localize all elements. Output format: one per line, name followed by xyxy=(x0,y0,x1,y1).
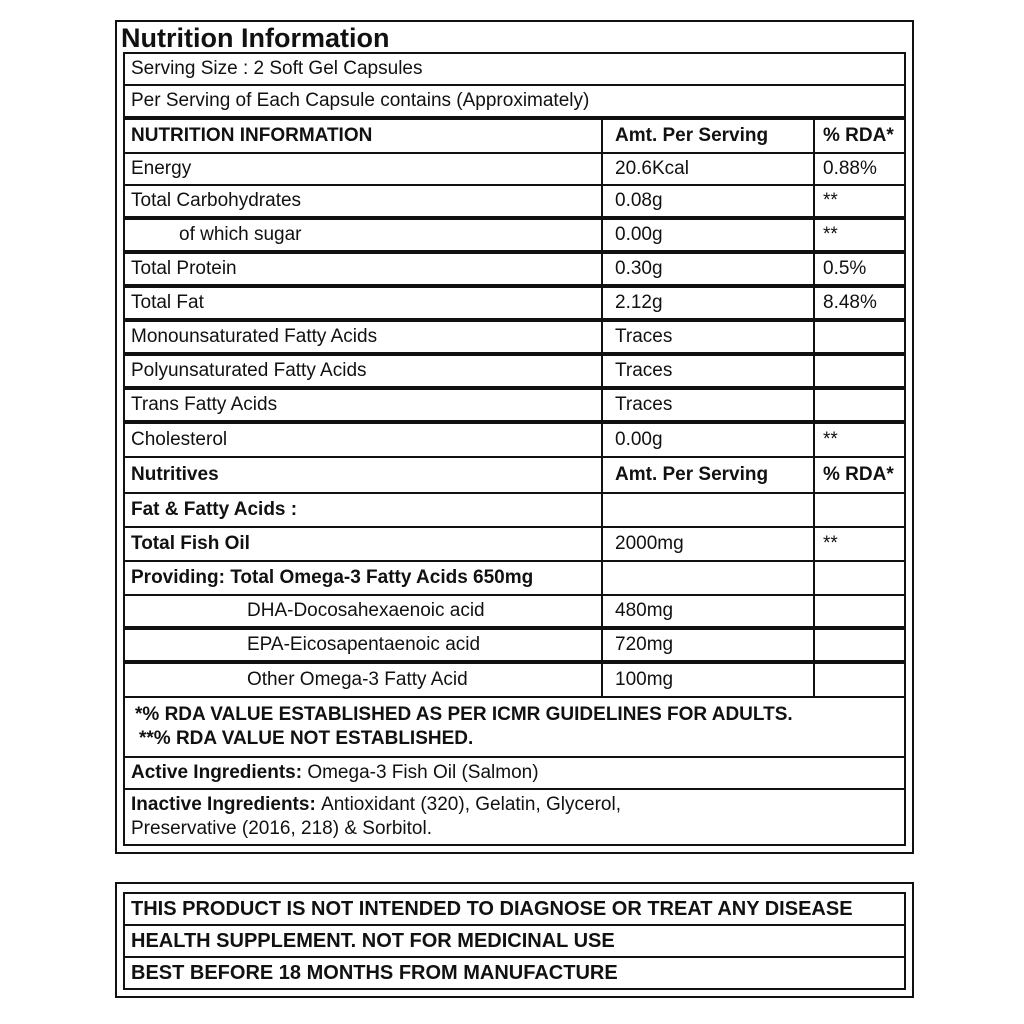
nutrient-name: Total Carbohydrates xyxy=(131,190,302,211)
active-ingredients-label: Active Ingredients: xyxy=(131,762,303,783)
nutrient-rda: ** xyxy=(813,220,904,250)
nutrient-rda xyxy=(813,322,904,352)
nutritives-header-rda: % RDA* xyxy=(813,458,904,492)
nutritive-rda xyxy=(813,596,904,626)
nutrient-amount: 0.30g xyxy=(601,254,813,284)
table-row xyxy=(123,560,906,596)
header-name: NUTRITION INFORMATION xyxy=(131,125,373,146)
inactive-ingredients xyxy=(125,790,904,844)
nutrient-amount: 20.6Kcal xyxy=(601,154,813,184)
nutritive-amount xyxy=(601,494,813,526)
nutrient-rda: ** xyxy=(813,424,904,456)
notice-best-before: BEST BEFORE 18 MONTHS FROM MANUFACTURE xyxy=(131,961,618,984)
nutritive-name: DHA-Docosahexaenoic acid xyxy=(247,600,485,621)
table-row xyxy=(123,388,906,422)
table-row xyxy=(123,526,906,562)
nutrient-amount: 2.12g xyxy=(601,288,813,318)
active-ingredients-row xyxy=(123,756,906,790)
nutrient-name: Total Fat xyxy=(131,292,204,313)
notice-row xyxy=(123,892,906,926)
table-row xyxy=(123,320,906,354)
nutritives-header-name: Nutritives xyxy=(131,464,219,485)
table-row xyxy=(123,422,906,458)
table-row xyxy=(123,252,906,286)
per-serving-note: Per Serving of Each Capsule contains (Approximately) xyxy=(131,90,590,111)
nutrient-name: Energy xyxy=(131,158,192,179)
nutritive-rda xyxy=(813,630,904,660)
nutritive-name: Total Fish Oil xyxy=(131,533,250,554)
table-row xyxy=(123,286,906,320)
nutrient-name: of which sugar xyxy=(179,224,302,245)
nutritive-amount: 2000mg xyxy=(601,528,813,560)
table-row xyxy=(123,662,906,698)
nutritive-amount: 100mg xyxy=(601,664,813,696)
nutrient-rda xyxy=(813,356,904,386)
table-row xyxy=(123,354,906,388)
active-ingredients-value: Omega-3 Fish Oil (Salmon) xyxy=(307,762,539,783)
inactive-ingredients-line1: Antioxidant (320), Gelatin, Glycerol, xyxy=(321,794,621,815)
inactive-ingredients-label: Inactive Ingredients: xyxy=(131,794,316,815)
table-row xyxy=(123,594,906,628)
nutrient-name: Cholesterol xyxy=(131,429,228,450)
nutrient-name: Polyunsaturated Fatty Acids xyxy=(131,360,367,381)
footnotes-row xyxy=(123,696,906,758)
inactive-ingredients-row xyxy=(123,788,906,846)
notice-row xyxy=(123,924,906,958)
nutrient-name: Monounsaturated Fatty Acids xyxy=(131,326,378,347)
active-ingredients xyxy=(125,758,904,788)
nutritives-header-row xyxy=(123,456,906,494)
per-serving-row xyxy=(123,84,906,118)
footnote-rda-not-established: **% RDA VALUE NOT ESTABLISHED. xyxy=(139,728,474,749)
footnote-rda-established: *% RDA VALUE ESTABLISHED AS PER ICMR GUIDELINES FOR ADULTS. xyxy=(135,704,793,725)
nutritive-rda: ** xyxy=(813,528,904,560)
nutritive-amount: 720mg xyxy=(601,630,813,660)
notice-not-intended: THIS PRODUCT IS NOT INTENDED TO DIAGNOSE OR TREAT ANY DISEASE xyxy=(131,897,853,920)
nutritive-rda xyxy=(813,494,904,526)
nutrient-amount: Traces xyxy=(601,356,813,386)
header-amount: Amt. Per Serving xyxy=(601,120,813,152)
inactive-ingredients-line2: Preservative (2016, 218) & Sorbitol. xyxy=(131,818,432,839)
nutrient-rda xyxy=(813,390,904,420)
footnotes xyxy=(125,698,904,756)
nutrition-header-row xyxy=(123,118,906,154)
nutritive-name: Providing: Total Omega-3 Fatty Acids 650mg xyxy=(131,567,534,588)
nutrient-amount: 0.08g xyxy=(601,186,813,216)
table-row xyxy=(123,628,906,662)
serving-size: Serving Size : 2 Soft Gel Capsules xyxy=(131,58,423,79)
nutrient-amount: 0.00g xyxy=(601,424,813,456)
notice-health-supplement: HEALTH SUPPLEMENT. NOT FOR MEDICINAL USE xyxy=(131,929,615,952)
nutritive-rda xyxy=(813,562,904,594)
nutrient-amount: 0.00g xyxy=(601,220,813,250)
nutrition-panel xyxy=(115,20,914,854)
nutritive-name: EPA-Eicosapentaenoic acid xyxy=(247,634,481,655)
table-row xyxy=(123,184,906,218)
nutrient-rda: 8.48% xyxy=(813,288,904,318)
table-row xyxy=(123,492,906,528)
notice-panel xyxy=(115,882,914,998)
nutritive-name: Other Omega-3 Fatty Acid xyxy=(247,669,468,690)
table-row xyxy=(123,152,906,186)
nutritive-amount xyxy=(601,562,813,594)
nutrient-rda: 0.88% xyxy=(813,154,904,184)
notice-row xyxy=(123,956,906,990)
nutritives-header-amount: Amt. Per Serving xyxy=(601,458,813,492)
header-rda: % RDA* xyxy=(813,120,904,152)
panel-title: Nutrition Information xyxy=(121,23,390,53)
table-row xyxy=(123,218,906,252)
serving-size-row xyxy=(123,52,906,86)
nutrient-rda: ** xyxy=(813,186,904,216)
nutrient-name: Total Protein xyxy=(131,258,237,279)
nutrient-amount: Traces xyxy=(601,390,813,420)
nutrient-amount: Traces xyxy=(601,322,813,352)
nutrient-name: Trans Fatty Acids xyxy=(131,394,278,415)
nutritive-rda xyxy=(813,664,904,696)
nutrient-rda: 0.5% xyxy=(813,254,904,284)
nutritive-amount: 480mg xyxy=(601,596,813,626)
nutritive-name: Fat & Fatty Acids : xyxy=(131,499,298,520)
